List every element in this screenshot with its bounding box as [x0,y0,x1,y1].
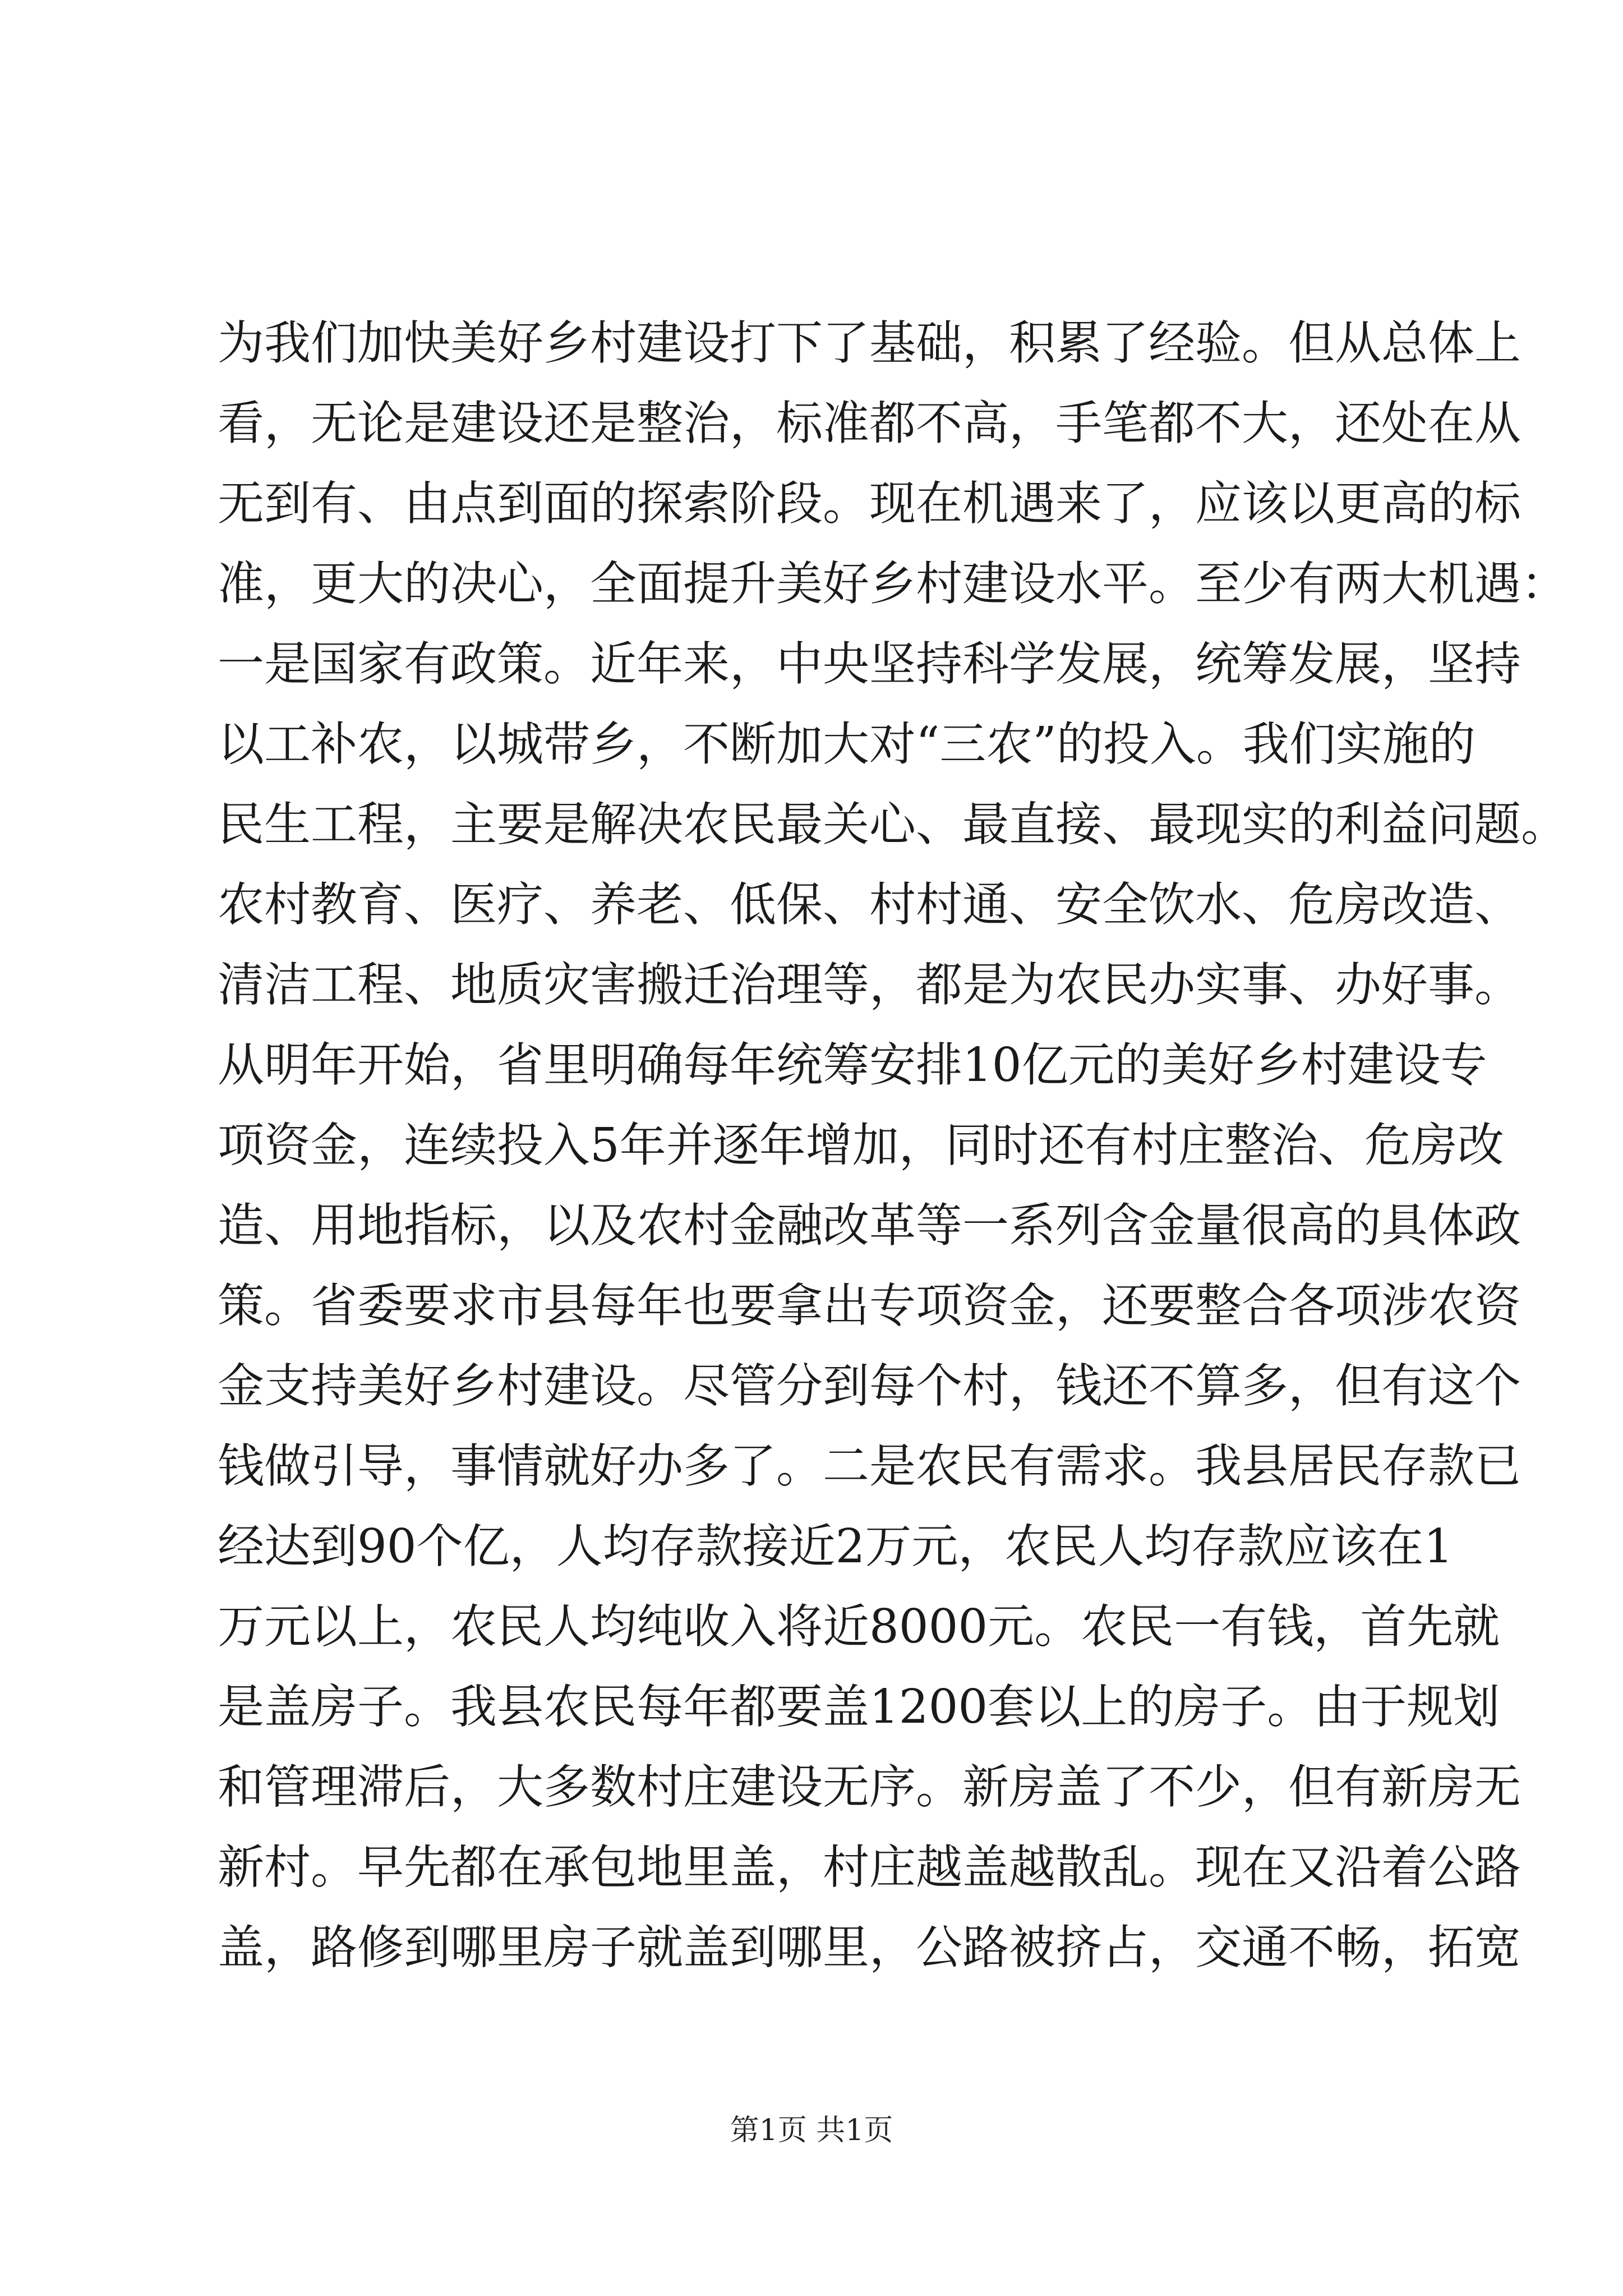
text-line: 项资金，连续投入5年并逐年增加，同时还有村庄整治、危房改 [218,1118,1504,1172]
text-line: 造、用地指标，以及农村金融改革等一系列含金量很高的具体政 [218,1198,1521,1253]
text-line: 清洁工程、地质灾害搬迁治理等，都是为农民办实事、办好事。 [218,958,1521,1012]
text-line: 金支持美好乡村建设。尽管分到每个村，钱还不算多，但有这个 [218,1359,1521,1413]
text-line: 策。省委要求市县每年也要拿出专项资金，还要整合各项涉农资 [218,1278,1521,1333]
text-line: 农村教育、医疗、养老、低保、村村通、安全饮水、危房改造、 [218,877,1521,932]
text-line: 从明年开始，省里明确每年统筹安排10亿元的美好乡村建设专 [218,1038,1487,1092]
text-line: 万元以上，农民人均纯收入将近8000元。农民一有钱，首先就 [218,1599,1500,1654]
text-line: 和管理滞后，大多数村庄建设无序。新房盖了不少，但有新房无 [218,1760,1521,1814]
text-line: 民生工程，主要是解决农民最关心、最直接、最现实的利益问题。 [218,797,1567,852]
body-text [218,303,1567,1987]
text-line: 无到有、由点到面的探索阶段。现在机遇来了，应该以更高的标 [218,476,1521,531]
text-line: 经达到90个亿，人均存款接近2万元，农民人均存款应该在1 [218,1519,1454,1573]
text-line: 为我们加快美好乡村建设打下了基础，积累了经验。但从总体上 [218,316,1521,370]
page-footer: 第1页 共1页 [730,2114,893,2147]
text-line: 钱做引导，事情就好办多了。二是农民有需求。我县居民存款已 [218,1439,1521,1493]
text-line: 看，无论是建设还是整治，标准都不高，手笔都不大，还处在从 [218,396,1521,450]
text-line: 一是国家有政策。近年来，中央坚持科学发展，统筹发展，坚持 [218,637,1521,691]
text-line: 新村。早先都在承包地里盖，村庄越盖越散乱。现在又沿着公路 [218,1840,1521,1894]
text-line: 准，更大的决心，全面提升美好乡村建设水平。至少有两大机遇： [218,556,1567,611]
text-line: 以工补农，以城带乡，不断加大对“三农”的投入。我们实施的 [218,717,1476,771]
text-line: 是盖房子。我县农民每年都要盖1200套以上的房子。由于规划 [218,1680,1500,1734]
text-line: 盖，路修到哪里房子就盖到哪里，公路被挤占，交通不畅，拓宽 [218,1920,1521,1975]
